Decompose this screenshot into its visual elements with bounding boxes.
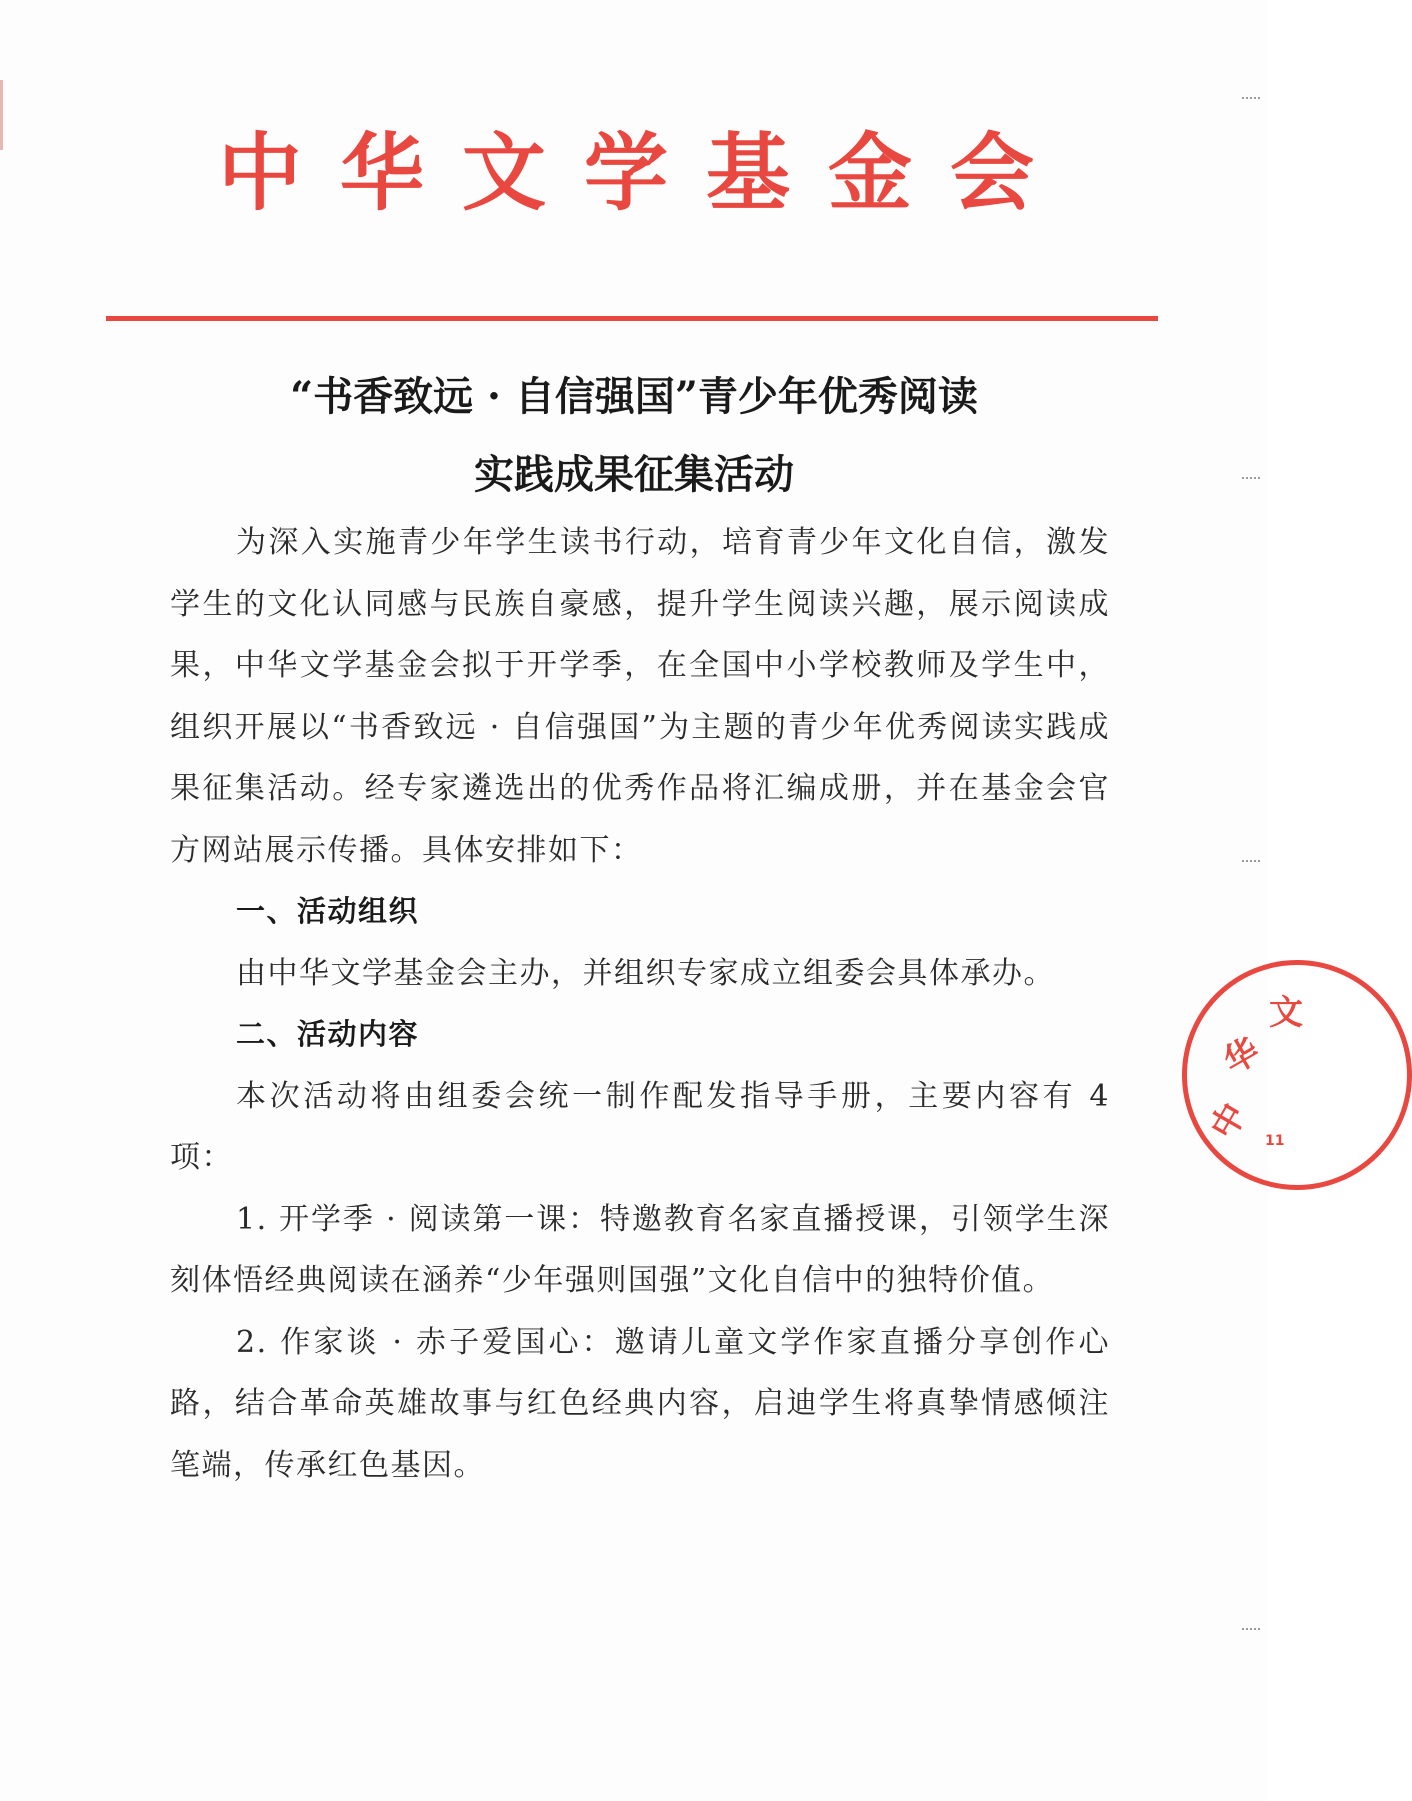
content-item-1: 1. 开学季 · 阅读第一课：特邀教育名家直播授课，引领学生深刻体悟经典阅读在涵养“少年强则国强”文化自信中的独特价值。 bbox=[170, 1201, 1110, 1298]
seal-char-2: 华 bbox=[1217, 1030, 1267, 1083]
title-line-1: “书香致远 · 自信强国”青少年优秀阅读 bbox=[290, 373, 978, 420]
seal-digits: 11 bbox=[1265, 1133, 1285, 1149]
title-line-2: 实践成果征集活动 bbox=[474, 451, 794, 498]
official-seal-stamp bbox=[1182, 960, 1412, 1190]
letterhead-organization: 中华文学基金会 bbox=[217, 124, 1072, 222]
margin-tick bbox=[1242, 860, 1260, 864]
letterhead-divider bbox=[106, 316, 1158, 321]
section-organization-text: 由中华文学基金会主办，并组织专家成立组委会具体承办。 bbox=[236, 955, 1055, 991]
margin-tick bbox=[1242, 477, 1260, 481]
section-heading-content: 二、活动内容 bbox=[236, 1017, 420, 1051]
seal-char-3: 文 bbox=[1269, 993, 1303, 1033]
intro-paragraph: 为深入实施青少年学生读书行动，培育青少年文化自信，激发学生的文化认同感与民族自豪感，提升学生阅读兴趣，展示阅读成果，中华文学基金会拟于开学季，在全国中小学校教师及学生中，组织开展以“书香致远 · 自信强国”为主题的青少年优秀阅读实践成果征集活动。经专家遴选出的优秀作品将汇编成册，并在基金会官方网站展示传播。具体安排如下： bbox=[170, 525, 1110, 868]
document-title bbox=[0, 358, 1268, 514]
document-body bbox=[170, 512, 1110, 1496]
margin-tick bbox=[1242, 97, 1260, 101]
section-content-text: 本次活动将由组委会统一制作配发指导手册，主要内容有 4 项： bbox=[170, 1078, 1110, 1175]
section-heading-organization: 一、活动组织 bbox=[236, 894, 420, 928]
content-item-2: 2. 作家谈 · 赤子爱国心：邀请儿童文学作家直播分享创作心路，结合革命英雄故事与红色经典内容，启迪学生将真挚情感倾注笔端，传承红色基因。 bbox=[170, 1324, 1110, 1483]
margin-tick bbox=[1242, 1628, 1260, 1632]
seal-char-1: 中 bbox=[1203, 1096, 1255, 1146]
